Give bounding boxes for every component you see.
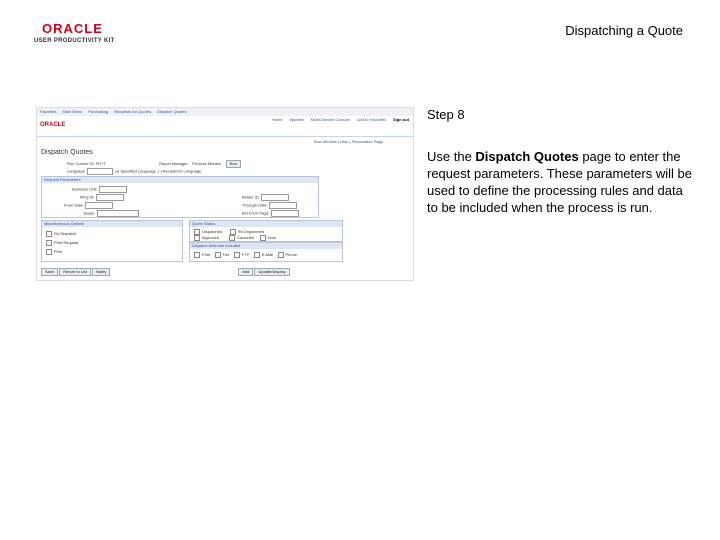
logo-brand: ORACLE (42, 21, 103, 36)
screenshot-breadcrumb: Favorites Main Menu Purchasing Requests for Quotes Dispatch Quotes (37, 108, 413, 116)
step-label: Step 8 (427, 107, 465, 122)
slide-title: Dispatching a Quote (565, 23, 683, 38)
instruction-page-name: Dispatch Quotes (475, 149, 579, 164)
quote-status-section: Quote Status Dispatched Re-Dispatched Approved Canceled Hold (189, 220, 343, 242)
oracle-upk-logo (34, 22, 124, 44)
instruction-pre: Use the (427, 149, 476, 164)
logo-subtitle: USER PRODUCTIVITY KIT (34, 38, 115, 44)
request-parameters-section: Request Parameters Business Unit: RFQ ID: From Date: Buyer: Bidder ID: Through Date: Bid Form Page: (41, 176, 319, 218)
dispatch-quotes-screenshot: Favorites Main Menu Purchasing Requests for Quotes Dispatch Quotes ORACLE Home Worklist MultiChannel Console Add to Favorites Sign out New Window | Help | Personalize Page Dispatch Quotes Run Control ID: FD7T Report Manager Process Monitor Run Language: (•) Specified Language ( ) Recipient's Language Request Parameters Business Unit: RFQ ID: From Date: Buyer: Bidder ID: Through Date: Bid Form Page: Miscellaneous Options Re-Dispatch Print Request Print Quote Status Dispatched Re-Dispatched Approved Canceled Hold Dispatch Methods Included Print Fax FTP E-Mail Phone Save Return to List Notify Add Update/Display (36, 107, 414, 281)
dispatch-methods-section: Dispatch Methods Included Print Fax FTP E-Mail Phone (189, 242, 343, 262)
step-instruction (427, 148, 692, 216)
screenshot-toolbar: Save Return to List Notify Add Update/Display (41, 268, 290, 276)
process-options-section: Miscellaneous Options Re-Dispatch Print Request Print (41, 220, 183, 262)
instruction-post: page to enter the request parameters. These parameters will be used to define the processing rules and data to be included when the process is run. (427, 149, 692, 215)
screenshot-header: ORACLE Home Worklist MultiChannel Console Add to Favorites Sign out (37, 116, 413, 137)
